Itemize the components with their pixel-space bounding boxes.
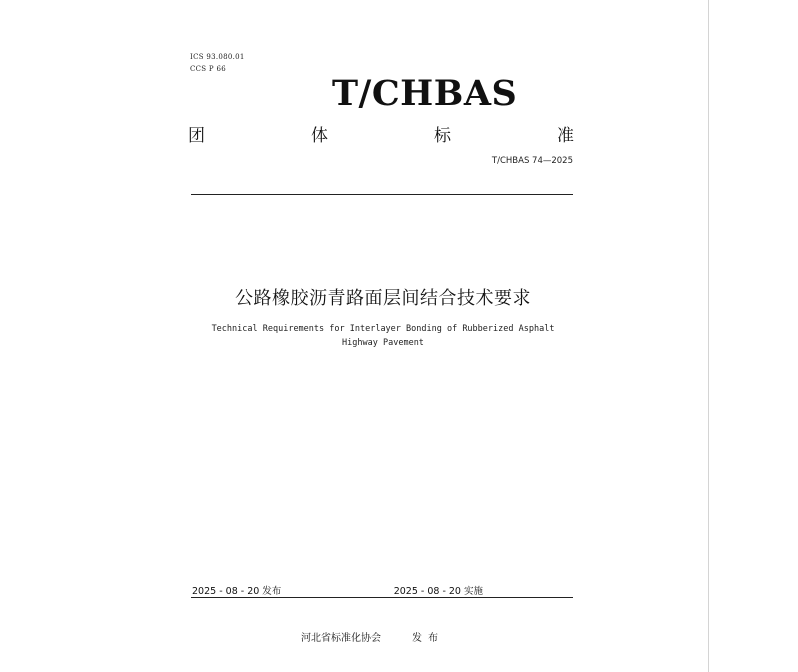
side-panel [708,0,798,672]
ics-code: ICS 93.080.01 [190,53,245,61]
title-chinese: 公路橡胶沥青路面层间结合技术要求 [235,288,531,309]
standard-type-char: 标 [434,126,451,146]
issue-action: 发布 [412,633,444,644]
standard-type-char: 团 [188,126,205,146]
standard-type-char: 准 [557,126,574,146]
ccs-code: CCS P 66 [190,65,226,73]
top-divider [191,194,573,195]
standard-type-char: 体 [311,126,328,146]
standard-logo: T/CHBAS [332,73,518,114]
standard-code: T/CHBAS 74—2025 [491,156,573,166]
publish-date: 2025 - 08 - 20 发布 [192,586,282,597]
issuer-name: 河北省标准化协会 [301,633,381,644]
effective-date: 2025 - 08 - 20 实施 [393,586,483,597]
title-english: Technical Requirements for Interlayer Bonding of Rubberized Asphalt Highway Pavement [211,324,555,348]
bottom-divider [191,597,573,598]
standard-type [188,121,574,146]
